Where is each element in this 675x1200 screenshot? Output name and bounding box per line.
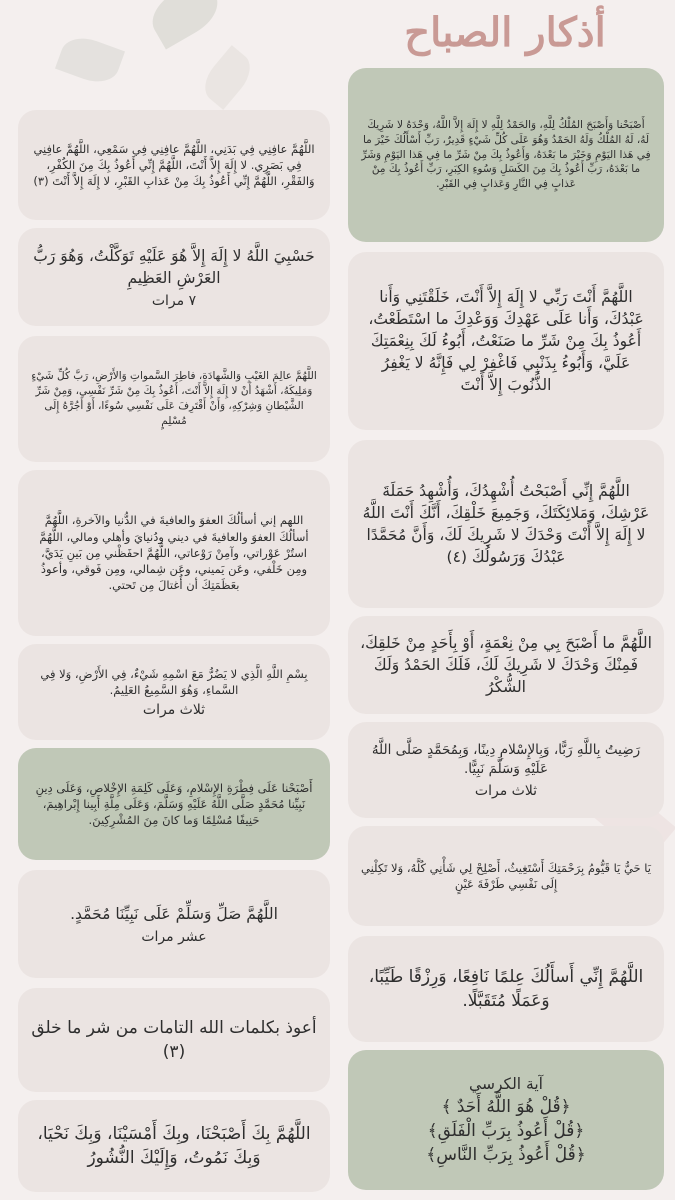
- dhikr-card: [348, 68, 664, 242]
- dhikr-text: يَا حَيُّ يَا قَيُّومُ بِرَحْمَتِكَ أَسْتَغِيثُ، أَصْلِحْ لِي شَأْنِي كُلَّهُ، وَلا تَكِلْنِي إِلَى نَفْسِي طَرْفَةَ عَيْنٍ: [360, 860, 652, 891]
- dhikr-text: اللَّهُمَّ أَنْتَ رَبِّي لا إِلَهَ إِلاَّ أَنْتَ، خَلَقْتَنِي وَأَنا عَبْدُكَ، وَأَنا عَلَى عَهْدِكَ وَوَعْدِكَ ما اسْتَطَعْتُ، أَعُوذُ بِكَ مِنْ شَرِّ ما صَنَعْتُ، أَبُوءُ لَكَ بِنِعْمَتِكَ عَلَيَّ، وَأَبُوءُ بِذَنْبِي فَاغْفِرْ لِي فَإِنَّهُ لا يَغْفِرُ الذُّنُوبَ إِلاَّ أَنْتَ: [368, 288, 644, 394]
- dhikr-text: بِسْمِ اللَّهِ الَّذِي لا يَضُرُّ مَعَ اسْمِهِ شَيْءٌ، فِي الأَرْضِ، وَلا فِي السَّماءِ، وَهُوَ السَّمِيعُ العَلِيمُ.: [40, 666, 308, 697]
- dhikr-card: [348, 722, 664, 818]
- dhikr-text: رَضِيتُ بِاللَّهِ رَبًّا، وَبِالإِسْلامِ دِينًا، وَبِمُحَمَّدٍ صَلَّى اللَّهُ عَلَيْهِ وَسَلَّمَ نَبِيًّا.: [371, 741, 641, 777]
- dhikr-text: حَسْبِيَ اللَّهُ لا إِلَهَ إِلاَّ هُوَ عَلَيْهِ تَوَكَّلْتُ، وَهُوَ رَبُّ العَرْشِ العَظِيمِ: [33, 247, 315, 287]
- dhikr-card: [18, 228, 330, 326]
- dhikr-card: [18, 988, 330, 1092]
- dhikr-text: اللَّهُمَّ إِنِّي أَسأَلُكَ عِلمًا نَافِعًا، وَرِزْقًا طَيِّبًا، وَعَمَلًا مُتَقَبَّلًا.: [368, 966, 644, 1011]
- repeat-count: ٧ مرات: [151, 293, 197, 309]
- dhikr-text: أَصْبَحْنا عَلَى فِطْرَةِ الإِسْلامِ، وَعَلَى كَلِمَةِ الإِخْلاصِ، وَعَلَى دِينِ نَبِيِّنا مُحَمَّدٍ صَلَّى اللَّهُ عَلَيْهِ وَسَلَّمَ، وَعَلَى مِلَّةِ أَبِينا إِبْراهِيمَ، حَنِيفًا مُسْلِمًا وَما كانَ مِنَ المُشْرِكِينَ.: [35, 780, 313, 828]
- dhikr-text: اللَّهُمَّ صَلِّ وَسَلِّمْ عَلَى نَبِيِّنَا مُحَمَّدٍ.: [70, 905, 278, 923]
- dhikr-card: [348, 440, 664, 608]
- dhikr-text: اللَّهُمَّ إِنِّي أَصْبَحْتُ أُشْهِدُكَ، وَأُشْهِدُ حَمَلَةَ عَرْشِكَ، وَمَلائِكَتَكَ، وَجَمِيعَ خَلْقِكَ، أَنَّكَ أَنْتَ اللَّهُ لا إِلَهَ إِلاَّ أَنْتَ وَحْدَكَ لا شَرِيكَ لَكَ، وَأَنَّ مُحَمَّدًا عَبْدُكَ وَرَسُولُكَ (٤): [362, 482, 650, 566]
- dhikr-card: [18, 336, 330, 462]
- dhikr-text: اللَّهُمَّ بِكَ أَصْبَحْنَا، وبِكَ أَمْسَيْنَا، وَبِكَ نَحْيَا، وَبِكَ نَمُوتُ، وَإِلَيْكَ النُّشُورُ: [37, 1123, 311, 1168]
- decorative-leaf: [55, 31, 125, 89]
- dhikr-card: [348, 1050, 664, 1190]
- verse-line: ﴿قُلْ أَعُوذُ بِرَبِّ الْفَلَقِ﴾: [427, 1120, 585, 1141]
- dhikr-card: [18, 870, 330, 978]
- card-heading: آية الكرسي: [469, 1074, 543, 1093]
- decorative-leaf: [196, 45, 258, 110]
- dhikr-text: اللَّهُمَّ عافِنِي فِي بَدَنِي، اللَّهُمَّ عافِنِي فِي سَمْعِي، اللَّهُمَّ عافِنِي فِي بَصَرِي. لا إِلَهَ إِلاَّ أَنْتَ، اللَّهُمَّ إِنِّي أَعُوذُ بِكَ مِنَ الكُفْرِ، وَالفَقْرِ، اللَّهُمَّ إِنِّي أَعُوذُ بِكَ مِنْ عَذابِ القَبْرِ، لا إِلَهَ إِلاَّ أَنْتَ (٣): [33, 141, 315, 189]
- verse-line: ﴿قُلْ أَعُوذُ بِرَبِّ النَّاسِ﴾: [426, 1145, 586, 1166]
- decorative-leaf: [143, 0, 226, 49]
- dhikr-text: أعوذ بكلمات الله التامات من شر ما خلق (٣): [31, 1017, 317, 1062]
- dhikr-text: أَصْبَحْنا وَأَصْبَحَ المُلْكُ لِلَّهِ، وَالحَمْدُ لِلَّهِ لا إِلَهَ إِلاَّ اللَّهُ، وَحْدَهُ لا شَرِيكَ لَهُ، لَهُ المُلْكُ وَلَهُ الحَمْدُ وَهُوَ عَلَى كُلِّ شَيْءٍ قَدِيرٌ، رَبِّ أَسْأَلُكَ خَيْرَ ما فِي هَذا اليَوْمِ وَخَيْرَ ما بَعْدَهُ، وَأَعُوذُ بِكَ مِنْ شَرِّ ما فِي هَذا اليَوْمِ وَشَرِّ ما بَعْدَهُ، رَبِّ أَعُوذُ بِكَ مِنَ الكَسَلِ وَسُوءِ الكِبَرِ، رَبِّ أَعُوذُ بِكَ مِنْ عَذابٍ فِي النَّارِ وَعَذابٍ فِي القَبْرِ.: [361, 118, 651, 191]
- dhikr-card: [18, 470, 330, 636]
- repeat-count: ثلاث مرات: [474, 783, 538, 800]
- page-title: أذكار الصباح: [404, 9, 606, 56]
- dhikr-card: [18, 748, 330, 860]
- dhikr-card: [348, 936, 664, 1042]
- dhikr-card: [18, 644, 330, 740]
- dhikr-text: اللهم إني أسألُكَ العفوَ والعافيةَ في الدُّنيا والآخرةِ، اللَّهُمَّ أسألُكَ العفوَ والعافيةَ في ديني ودُنيايَ وأهلي ومالي، اللَّهُمَّ استُرْ عَوْراتي، وآمِنْ رَوْعاتي، اللَّهُمَّ احفَظْني مِن بَينِ يَدَيَّ، ومِن خَلْفي، وعَن يَميني، وعَن شِمالي، ومِن فَوقي، وأعوذُ بعَظَمَتِكَ أن أُغتالَ مِن تَحتي.: [39, 513, 309, 593]
- dhikr-text: اللَّهُمَّ عالِمَ الغَيْبِ وَالشَّهادَةِ، فاطِرَ السَّمواتِ وَالأَرْضِ، رَبَّ كُلِّ شَيْءٍ وَمَلِيكَهُ، أَشْهَدُ أَنْ لا إِلَهَ إِلاَّ أَنْتَ، أَعُوذُ بِكَ مِنْ شَرِّ نَفْسِي، وَمِنْ شَرِّ الشَّيْطانِ وَشِرْكِهِ، وَأَنْ أَقْتَرِفَ عَلَى نَفْسِي سُوءًا، أَوْ أَجُرَّهُ إِلَى مُسْلِمٍ: [31, 370, 317, 427]
- verse-line: ﴿قُلْ هُوَ اللَّهُ أَحَدٌ ﴾: [441, 1096, 571, 1117]
- dhikr-card: [348, 616, 664, 714]
- dhikr-card: [18, 1100, 330, 1192]
- dhikr-card: [348, 252, 664, 430]
- repeat-count: ثلاث مرات: [142, 702, 206, 719]
- repeat-count: عشر مرات: [141, 929, 207, 945]
- dhikr-card: [348, 826, 664, 926]
- dhikr-card: [18, 110, 330, 220]
- dhikr-text: اللَّهُمَّ ما أَصْبَحَ بِي مِنْ نِعْمَةٍ، أَوْ بِأَحَدٍ مِنْ خَلقِكَ، فَمِنْكَ وَحْدَكَ لا شَرِيكَ لَكَ، فَلَكَ الحَمْدُ وَلَكَ الشُّكْرُ: [360, 634, 652, 696]
